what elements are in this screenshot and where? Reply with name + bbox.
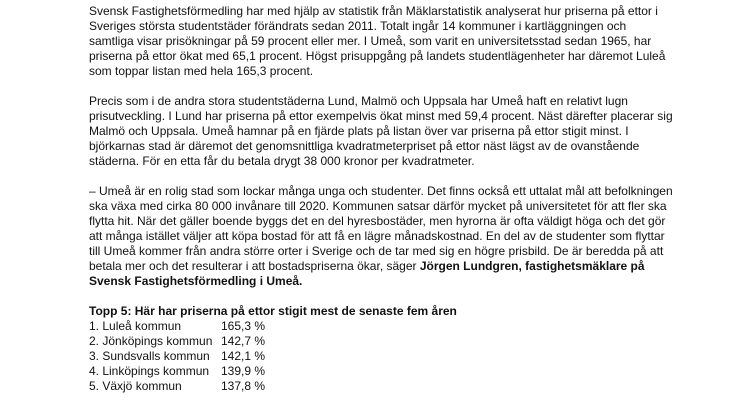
list-item-name: 4. Linköpings kommun (89, 364, 210, 378)
paragraph-price-development: Precis som i de andra stora studentstäderna Lund, Malmö och Uppsala har Umeå haft en relativt lugn prisutveckling. I Lund har priserna på ettor exempelvis ökat minst med 59,4 procent. Näst därefter placerar sig Malmö och Uppsala. Umeå hamnar på en fjärde plats på listan över var priserna på ettor stigit minst. I björkarnas stad är däremot det genomsnittliga kvadratmeterpriset på ettor näst lägst av de ovanstående städerna. För en etta får du betala drygt 38 000 kronor per kvadratmeter. (89, 94, 673, 168)
list-item-value: 139,9 % (221, 364, 266, 378)
list-item-name: 2. Jönköpings kommun (89, 334, 213, 348)
list-item (89, 379, 674, 394)
quote-source: Jörgen Lundgren, fastighetsmäklare på Svensk Fastighetsförmedling i Umeå. (89, 259, 645, 288)
list-item-value: 142,1 % (221, 349, 266, 363)
list-item-value: 137,8 % (221, 379, 266, 393)
article-page (89, 4, 674, 394)
list-item (89, 334, 674, 349)
paragraph-quote (89, 184, 674, 289)
top-list-heading: Topp 5: Här har priserna på ettor stigit mest de senaste fem åren (89, 304, 457, 318)
paragraph-intro: Svensk Fastighetsförmedling har med hjälp av statistik från Mäklarstatistik analyserat hur priserna på ettor i Sveriges största studentstäder förändrats sedan 2011. Totalt ingår 14 kommuner i kartläggningen och samtliga visar prisökningar på 59 procent eller mer. I Umeå, som varit en universitetsstad sedan 1965, har priserna på ettor ökat med 65,1 procent. Högst prisuppgång på landets studentlägenheter har däremot Luleå som toppar listan med hela 165,3 procent. (89, 4, 666, 78)
list-item (89, 364, 674, 379)
top-list (89, 319, 674, 394)
list-item (89, 349, 674, 364)
list-item-value: 142,7 % (221, 334, 266, 348)
list-item (89, 319, 674, 334)
list-item-name: 1. Luleå kommun (89, 319, 182, 333)
list-item-name: 5. Växjö kommun (89, 379, 182, 393)
list-item-name: 3. Sundsvalls kommun (89, 349, 210, 363)
list-item-value: 165,3 % (221, 319, 266, 333)
quote-text: – Umeå är en rolig stad som lockar många unga och studenter. Det finns också ett uttalat mål att befolkningen ska växa med cirka 80 000 invånare till 2020. Kommunen satsar därför mycket på universitetet för att fler ska flytta hit. När det gäller boende byggs det en del hyresbostäder, men hyrorna är ofta väldigt höga och det gör att många istället väljer att köpa bostad för att få en lägre månadskostnad. En del av de studenter som flyttar till Umeå kommer från andra större orter i Sverige och de tar med sig en högre prisbild. De är beredda på att betala mer och det resulterar i att bostadspriserna ökar, säger (89, 184, 673, 273)
